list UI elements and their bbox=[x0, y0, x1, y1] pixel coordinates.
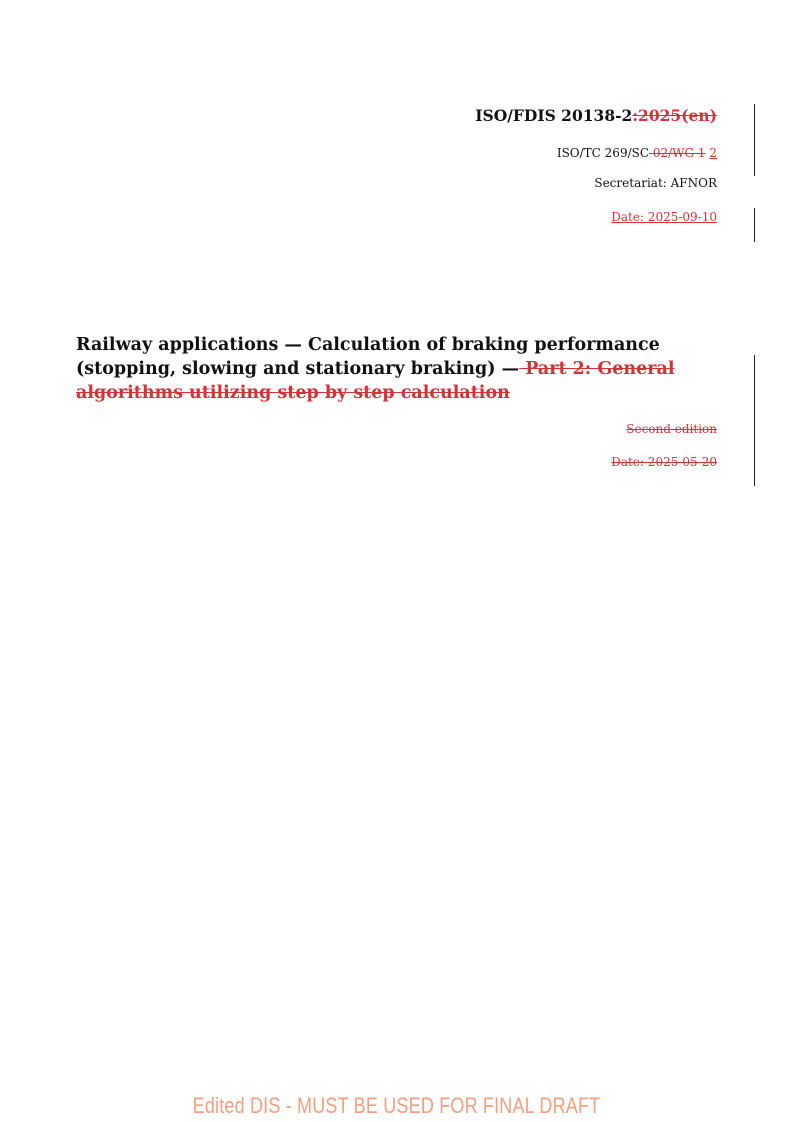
date-inserted bbox=[611, 210, 717, 224]
document-number bbox=[475, 106, 717, 125]
document-title-deleted-part: Part 2: General algorithms utilizing step by step calculation bbox=[76, 359, 675, 403]
date-inserted-text: Date: 2025-09-10 bbox=[611, 210, 717, 224]
change-bar bbox=[754, 208, 755, 242]
committee-deleted: 02/WG 1 bbox=[649, 146, 706, 160]
edition bbox=[626, 422, 717, 436]
document-number-text: ISO/FDIS 20138-2 bbox=[475, 106, 633, 125]
committee-prefix: ISO/TC 269/SC bbox=[556, 146, 650, 160]
document-title bbox=[76, 333, 716, 405]
date-deleted bbox=[611, 455, 717, 469]
edition-deleted: Second edition bbox=[626, 422, 717, 436]
change-bar bbox=[754, 104, 755, 176]
secretariat: Secretariat: AFNOR bbox=[594, 176, 717, 190]
date-deleted-text: Date: 2025-05-20 bbox=[611, 455, 717, 469]
change-bar bbox=[754, 355, 755, 486]
committee-reference bbox=[557, 146, 717, 160]
document-title-main: Railway applications — Calculation of braking performance (stopping, slowing and stationary braking) — bbox=[76, 335, 660, 379]
document-number-deleted: :2025(en) bbox=[632, 106, 717, 125]
committee-inserted: 2 bbox=[709, 146, 717, 160]
draft-watermark: Edited DIS - MUST BE USED FOR FINAL DRAFT bbox=[192, 1093, 601, 1118]
